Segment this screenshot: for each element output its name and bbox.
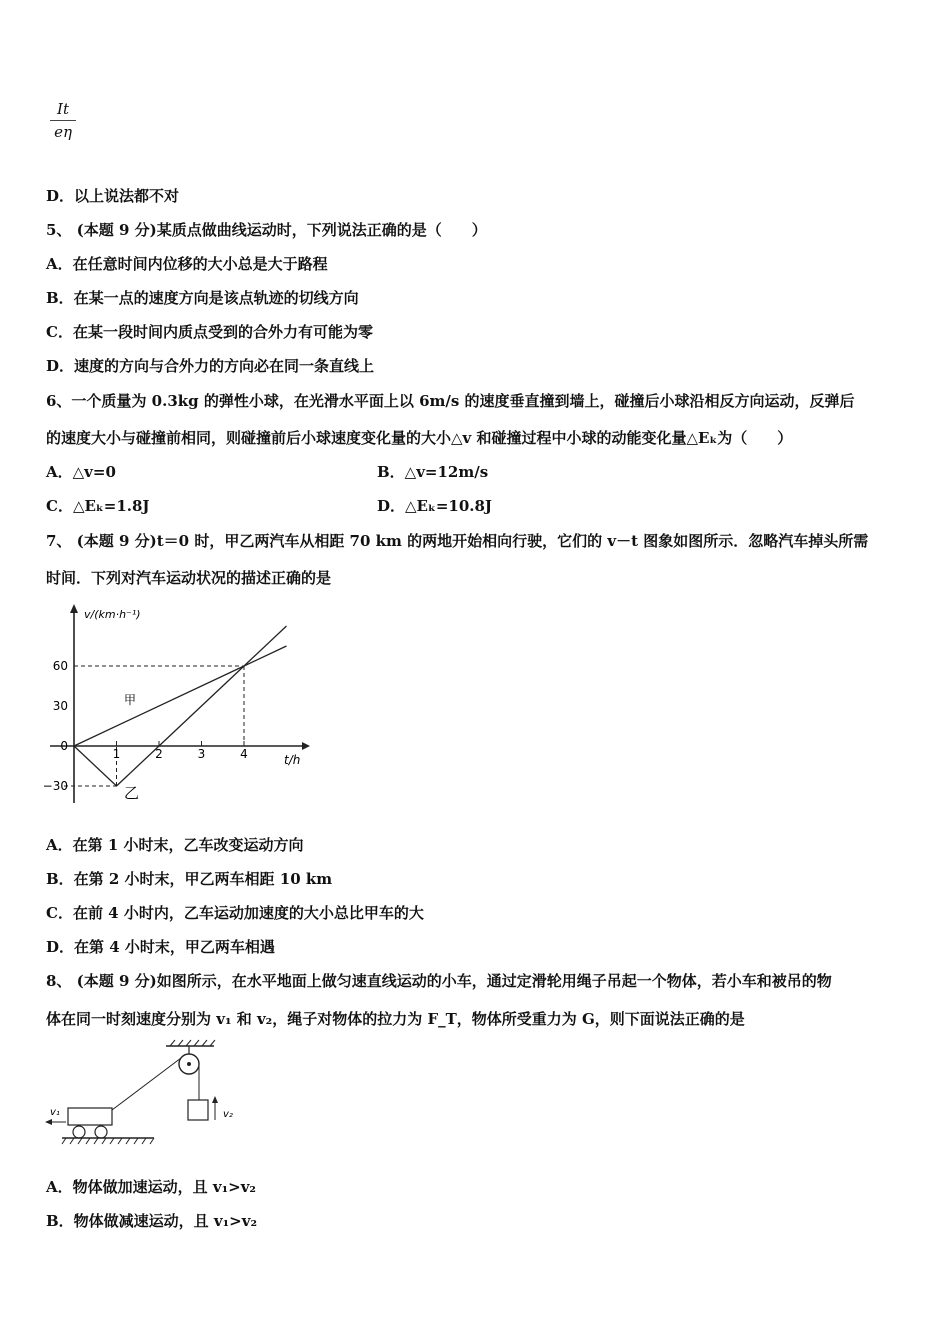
q8-option-b: B．物体做减速运动，且 v₁>v₂ (46, 1212, 258, 1230)
fraction-numerator: It (50, 100, 76, 121)
q6-option-a: A．△v=0 (46, 463, 116, 481)
vt-graph (40, 598, 320, 808)
series-line-yi (74, 626, 287, 786)
q7-stem-line1: 7、 (本题 9 分)t＝0 时，甲乙两汽车从相距 70 km 的两地开始相向行驶，它们的 v－t 图象如图所示．忽略汽车掉头所需 (46, 532, 869, 550)
q6-option-c: C．△Eₖ=1.8J (46, 497, 150, 515)
q7-option-a: A．在第 1 小时末，乙车改变运动方向 (46, 836, 304, 854)
v2-label: v₂ (223, 1109, 233, 1120)
q7-option-d: D．在第 4 小时末，甲乙两车相遇 (46, 938, 275, 956)
q5-option-b: B．在某一点的速度方向是该点轨迹的切线方向 (46, 289, 359, 307)
q5-option-a: A．在任意时间内位移的大小总是大于路程 (46, 255, 328, 273)
q6-option-d: D．△Eₖ=10.8J (377, 497, 493, 515)
v1-arrow-head (45, 1119, 52, 1125)
q5-option-c: C．在某一段时间内质点受到的合外力有可能为零 (46, 323, 373, 341)
q5-stem: 5、 (本题 9 分)某质点做曲线运动时，下列说法正确的是（ ） (46, 221, 487, 239)
ceiling-hatch (170, 1040, 215, 1046)
q8-stem-line1: 8、 (本题 9 分)如图所示，在水平地面上做匀速直线运动的小车，通过定滑轮用绳子吊起一个物体，若小车和被吊的物 (46, 972, 832, 990)
fraction-expression (50, 100, 76, 141)
cart-wheel-left (73, 1126, 85, 1138)
y-axis-arrow (70, 604, 78, 613)
x-tick-label: 3 (197, 747, 206, 761)
q5-option-d: D．速度的方向与合外力的方向必在同一条直线上 (46, 357, 375, 375)
hanging-block (188, 1100, 208, 1120)
x-tick-label: 4 (240, 747, 248, 761)
rope-to-cart (112, 1058, 181, 1110)
x-tick-label: 2 (155, 747, 163, 761)
y-tick-label: 0 (60, 739, 68, 753)
ground-hatch (62, 1138, 154, 1144)
x-axis-label: t/h (284, 753, 301, 767)
q6-stem-line2: 的速度大小与碰撞前相同，则碰撞前后小球速度变化量的大小△v 和碰撞过程中小球的动能变化量△Eₖ为（ ） (46, 429, 793, 447)
x-axis-arrow (302, 742, 310, 750)
q6-option-b: B．△v=12m/s (377, 463, 489, 481)
v1-label: v₁ (50, 1107, 60, 1118)
y-tick-label: −30 (42, 779, 68, 793)
y-axis-label: v/(km·h⁻¹) (84, 608, 141, 621)
label-yi: 乙 (124, 784, 140, 802)
y-tick-label: 30 (52, 699, 68, 713)
label-jia: 甲 (124, 693, 137, 707)
q6-stem-line1: 6、一个质量为 0.3kg 的弹性小球，在光滑水平面上以 6m/s 的速度垂直撞到墙上，碰撞后小球沿相反方向运动，反弹后 (46, 392, 855, 410)
pulley-diagram (44, 1038, 254, 1148)
q7-option-c: C．在前 4 小时内，乙车运动加速度的大小总比甲车的大 (46, 904, 424, 922)
cart-wheel-right (95, 1126, 107, 1138)
q7-stem-line2: 时间．下列对汽车运动状况的描述正确的是 (46, 569, 332, 587)
fraction-denominator: eη (54, 123, 72, 141)
q4-option-d: D．以上说法都不对 (46, 187, 180, 205)
v2-arrow-head (212, 1096, 218, 1103)
pulley-axle (187, 1062, 191, 1066)
series-line-jia (74, 646, 287, 746)
q7-option-b: B．在第 2 小时末，甲乙两车相距 10 km (46, 870, 333, 888)
cart-body (68, 1108, 112, 1125)
q8-stem-line2: 体在同一时刻速度分别为 v₁ 和 v₂，绳子对物体的拉力为 F_T，物体所受重力为 G，则下面说法正确的是 (46, 1010, 745, 1028)
q8-option-a: A．物体做加速运动，且 v₁>v₂ (46, 1178, 257, 1196)
x-tick-label: 1 (112, 747, 121, 761)
y-tick-label: 60 (52, 659, 68, 673)
